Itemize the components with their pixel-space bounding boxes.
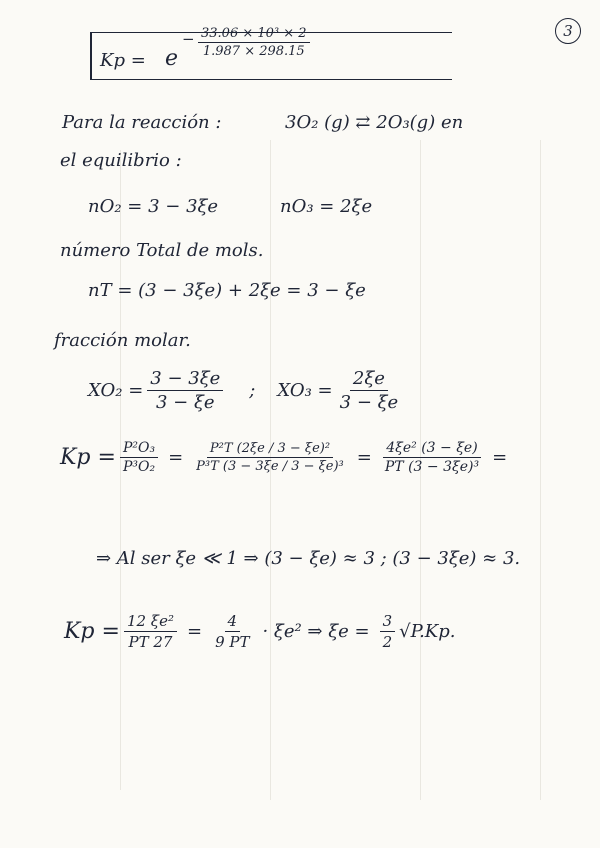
page-number: 3 [555,18,581,44]
final-f2-den: 9 PT [215,633,250,651]
x-o3-denominator: 3 − ξe [339,392,399,413]
final-result [64,612,456,651]
equals-sign: = [168,447,184,468]
kp-expr-f2-num: P²T (2ξe / 3 − ξe)² [207,441,333,458]
reaction-equation: 3O₂ (g) ⇄ 2O₃(g) en [285,112,464,133]
moles-o2: nO₂ = 3 − 3ξe [88,196,219,217]
x-o3-label: XO₃ = [277,380,333,401]
final-sqrt: √P.Kp. [399,621,456,642]
equals-sign: = [186,621,203,642]
kp-expr-f1-num: P²O₃ [120,440,158,458]
kp-expr-f3-den: PT (3 − 3ξe)³ [384,459,480,475]
final-tail: · ξe² ⇒ ξe = [262,621,370,642]
faint-rule [540,140,541,800]
approximation-line: ⇒ Al ser ξe ≪ 1 ⇒ (3 − ξe) ≈ 3 ; (3 − 3ξe) ≈ 3. [96,548,521,569]
moles-o3: nO₃ = 2ξe [280,196,373,217]
kp-box-lhs: Kp = [100,50,146,71]
final-f1-den: PT 27 [128,633,173,651]
reaction-intro: Para la reacción : [62,112,222,133]
kp-expr-f3-num: 4ξe² (3 − ξe) [383,440,480,458]
mole-fractions-line [88,368,405,413]
equals-sign: = [356,447,372,468]
final-f1-num: 12 ξe² [124,612,177,632]
total-moles-label: número Total de mols. [60,240,264,261]
x-separator: ; [249,380,256,401]
x-o2-label: XO₂ = [88,380,144,401]
kp-box-exp-numerator: 33.06 × 10³ × 2 [198,26,310,43]
final-label: Kp = [64,619,120,644]
x-o2-numerator: 3 − 3ξe [147,368,223,391]
kp-box-exponent [194,26,314,59]
kp-box-exp-denominator: 1.987 × 298.15 [202,44,305,59]
final-f3-num: 3 [380,612,396,632]
kp-box-base: e [165,46,179,71]
mole-fractions-label: fracción molar. [54,330,191,351]
kp-expr-f1-den: P³O₂ [122,459,156,475]
final-f3-den: 2 [382,633,393,651]
x-o2-denominator: 3 − ξe [156,392,215,413]
kp-expr-label: Kp = [60,445,116,470]
kp-expr-f2-den: P³T (3 − 3ξe / 3 − ξe)³ [196,459,344,474]
final-f2-num: 4 [225,612,241,632]
equals-sign: = [492,447,508,468]
kp-box-exp-sign: − [182,30,195,48]
total-moles-equation: nT = (3 − 3ξe) + 2ξe = 3 − ξe [88,280,366,301]
kp-expression [60,440,507,475]
reaction-intro-2: el equilibrio : [60,150,182,171]
x-o3-numerator: 2ξe [350,368,388,391]
